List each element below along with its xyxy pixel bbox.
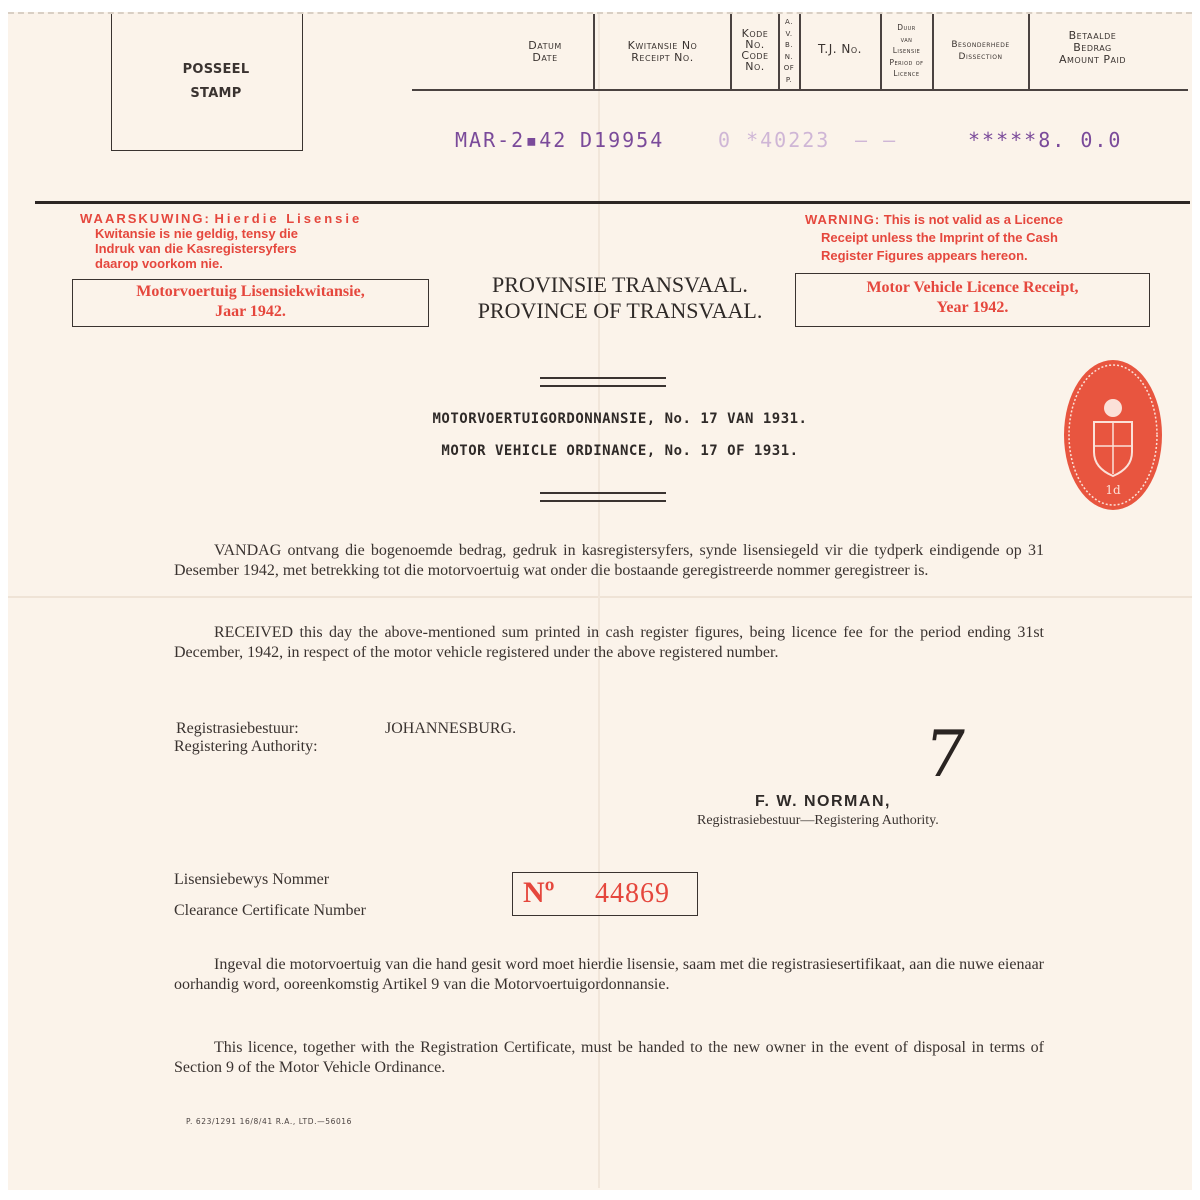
header-text: Amount Paid bbox=[1058, 53, 1127, 66]
licence-document bbox=[8, 12, 1192, 1190]
receipt-title-afrikaans bbox=[72, 279, 429, 327]
header-text: T.J. No. bbox=[818, 42, 862, 56]
header-text: No. bbox=[745, 60, 765, 73]
imprint-code: 0 *40223 bbox=[718, 128, 831, 152]
header-date bbox=[505, 40, 585, 63]
header-text: Duur bbox=[897, 23, 916, 32]
header-text: Lisensie bbox=[892, 46, 921, 55]
double-rule bbox=[540, 377, 666, 387]
warning-af-label: WAARSKUWING: bbox=[80, 211, 211, 226]
postage-stamp-label bbox=[111, 58, 321, 106]
body-paragraph-english: RECEIVED this day the above-mentioned sum printed in cash register figures, being licence fee for the period ending 31st December, 1942, in respect of the motor vehicle registered under the above registered number. bbox=[174, 624, 1044, 661]
header-text: Datum bbox=[528, 39, 562, 52]
warning-en-text: Register Figures appears hereon. bbox=[821, 248, 1028, 263]
header-text: Besonderhede bbox=[951, 40, 1010, 50]
registering-authority-label-en: Registering Authority: bbox=[174, 738, 318, 755]
clearance-label-en: Clearance Certificate Number bbox=[174, 902, 366, 919]
header-text: Period of bbox=[889, 57, 924, 67]
province-heading bbox=[440, 272, 800, 324]
svg-text:1d: 1d bbox=[1105, 483, 1121, 497]
header-amount-paid bbox=[1030, 30, 1155, 66]
transfer-paragraph-afrikaans: Ingeval die motorvoertuig van die hand gesit word moet hierdie lisensie, saam met die registrasiesertifikaat, aan die nuwe eienaar oorhandig word, ooreenkomstig Artikel 9 van die Motorvoertuigordonnansie. bbox=[174, 956, 1044, 993]
header-text: Kode bbox=[741, 27, 769, 40]
warning-en-label: WARNING: bbox=[805, 212, 881, 227]
header-receipt-no bbox=[595, 40, 730, 63]
warning-en-text: Receipt unless the Imprint of the Cash bbox=[821, 230, 1058, 245]
fold-crease-horizontal bbox=[8, 596, 1192, 598]
embossed-revenue-stamp bbox=[1064, 360, 1162, 510]
province-af: PROVINSIE TRANSVAAL. bbox=[492, 272, 748, 297]
signatory-title: Registrasiebestuur—Registering Authority. bbox=[697, 813, 939, 828]
warning-af-text: Indruk van die Kasregistersyfers bbox=[95, 241, 297, 256]
imprint-amount: *****8. 0.0 bbox=[968, 128, 1123, 152]
number-sign: Nº bbox=[523, 876, 555, 909]
header-text: P. bbox=[785, 75, 793, 84]
section-rule bbox=[35, 201, 1190, 204]
province-en: PROVINCE OF TRANSVAAL. bbox=[477, 298, 763, 323]
clearance-label-af: Lisensiebewys Nommer bbox=[174, 871, 330, 888]
warning-afrikaans bbox=[80, 211, 425, 271]
warning-af-text: Hierdie Lisensie bbox=[214, 211, 363, 226]
double-rule bbox=[540, 492, 666, 502]
imprint-marks: — — bbox=[855, 128, 898, 152]
header-text: V. bbox=[785, 29, 793, 38]
warning-english bbox=[805, 212, 1150, 263]
header-text: Betaalde bbox=[1068, 29, 1117, 42]
warning-af-text: daarop voorkom nie. bbox=[95, 256, 223, 271]
imprint-receipt-no: D19954 bbox=[580, 128, 665, 152]
ordinance-heading bbox=[330, 403, 910, 467]
coat-of-arms-icon bbox=[1064, 360, 1162, 510]
receipt-title-english bbox=[795, 273, 1150, 327]
header-text: N. bbox=[784, 52, 794, 61]
header-text: Bedrag bbox=[1073, 41, 1112, 54]
ordinance-en: MOTOR VEHICLE ORDINANCE, No. 17 OF 1931. bbox=[441, 443, 799, 459]
header-text: Receipt No. bbox=[631, 50, 694, 64]
receipt-title-en-line: Year 1942. bbox=[936, 299, 1009, 316]
warning-en-text: This is not valid as a Licence bbox=[883, 212, 1063, 227]
header-tj-no bbox=[800, 44, 880, 56]
transfer-paragraph-english: This licence, together with the Registration Certificate, must be handed to the new owner in the event of disposal in terms of Section 9 of the Motor Vehicle Ordinance. bbox=[174, 1039, 1044, 1076]
clearance-number: 44869 bbox=[595, 878, 670, 909]
header-text: Date bbox=[532, 50, 558, 64]
header-text: Kwitansie No bbox=[627, 39, 698, 52]
header-text: Dissection bbox=[958, 51, 1003, 62]
header-avbn bbox=[779, 17, 799, 86]
receipt-title-af-line: Motorvoertuig Lisensiekwitansie, bbox=[136, 283, 365, 300]
header-text: No. bbox=[745, 38, 765, 51]
warning-en-line bbox=[805, 212, 1150, 227]
stamp-label-en: STAMP bbox=[190, 86, 242, 101]
imprint-date: MAR-2▪42 bbox=[455, 128, 568, 152]
receipt-title-en-line: Motor Vehicle Licence Receipt, bbox=[866, 279, 1079, 296]
stamp-label-af: POSSEEL bbox=[182, 62, 250, 77]
warning-af-line bbox=[80, 211, 425, 226]
signatory-name: F. W. NORMAN, bbox=[755, 793, 891, 810]
warning-af-text: Kwitansie is nie geldig, tensy die bbox=[95, 226, 298, 241]
header-rule bbox=[412, 89, 1188, 91]
header-period bbox=[881, 22, 932, 80]
header-text: Code bbox=[741, 49, 769, 62]
clearance-number-box bbox=[512, 872, 698, 916]
fold-crease-vertical bbox=[598, 14, 600, 1188]
header-text: OF bbox=[783, 64, 795, 72]
header-code-no bbox=[732, 28, 778, 72]
registering-authority-label-af: Registrasiebestuur: bbox=[176, 720, 299, 737]
ordinance-af: MOTORVOERTUIGORDONNANSIE, No. 17 VAN 1931. bbox=[432, 411, 808, 427]
signature: 7 bbox=[919, 718, 971, 792]
receipt-title-af-line: Jaar 1942. bbox=[215, 303, 286, 320]
registering-authority-value: JOHANNESBURG. bbox=[385, 720, 517, 737]
body-paragraph-afrikaans: VANDAG ontvang die bogenoemde bedrag, gedruk in kasregistersyfers, synde lisensiegeld vir die tydperk eindigende op 31 Desember 1942, met betrekking tot die motorvoertuig wat onder die bostaande geregistreerde nommer geregistreer is. bbox=[174, 542, 1044, 579]
header-text: B. bbox=[784, 41, 794, 49]
header-text: A. bbox=[785, 18, 793, 26]
printer-imprint: P. 623/1291 16/8/41 R.A., LTD.—56016 bbox=[186, 1117, 353, 1126]
header-dissection bbox=[933, 40, 1028, 63]
header-text: van bbox=[900, 34, 913, 44]
header-text: Licence bbox=[893, 69, 920, 78]
